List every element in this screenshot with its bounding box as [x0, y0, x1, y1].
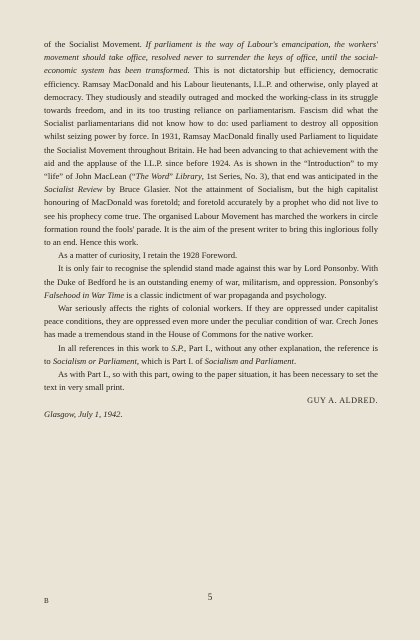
paragraph-1: of the Socialist Movement. If parliament is the way of Labour's emancipation, the workers' movement should take office, resolved never to surrender the keys of office, until the social-economic system has been transformed. This is not dictatorship but efficiency, democratic efficiency. Ramsay MacDonald and his Labour lieutenants, I.L.P. and otherwise, only played at democracy. They studiously and steadily outraged and mocked the working-class in its struggle towards freedom, and in its too trusting reliance on parliamentarism. Fascism did what the Socialist parliamentarians did not know how to do: used parliament to destroy all opposition whilst seizing power by force. In 1931, Ramsay MacDonald finally used Parliament to liquidate the Socialist Movement throughout Britain. He had been advancing to that achievement with the aid and the applause of the I.L.P. since before 1924. As is shown in the “Introduction” to my “life” of John MacLean (“The Word” Library, 1st Series, No. 3), that end was anticipated in the Socialist Review by Bruce Glasier. Not the attainment of Socialism, but the high capitalist honouring of MacDonald was foretold; and foretold accurately by a prophet who did not live to see his prophecy come true. The organised Labour Movement has marched the workers in circle formation round the fools' parade. It is the aim of the present writer to bring this inglorious folly to an end. Hence this work. [44, 39, 378, 248]
title-socialism-and-parliament: Socialism and Parliament [204, 355, 294, 366]
title-the-word: The Word [135, 171, 170, 182]
title-socialism-or-parliament: Socialism or Parliament [52, 355, 137, 366]
page-number: 5 [207, 592, 213, 602]
paragraph-5: In all references in this work to S.P., Part I., without any other explanation, the reference is to Socialism or Parliament, which is Part I. of Socialism and Parliament. [44, 342, 378, 366]
title-falsehood-in-war-time: Falsehood in War Time [44, 289, 125, 300]
paragraph-6: As with Part I., so with this part, owing to the paper situation, it has been necessary to set the text in very small print. [44, 369, 378, 393]
title-library: Library [175, 171, 202, 182]
paragraph-2: As a matter of curiosity, I retain the 1928 Foreword. [58, 250, 238, 261]
paragraph-3: It is only fair to recognise the splendid stand made against this war by Lord Ponsonby. With the Duke of Bedford he is an outstanding enemy of war, militarism, and oppression. Ponsonby's Falsehood in War Time is a classic indictment of war propaganda and psychology. [44, 263, 378, 300]
abbrev-sp: S.P. [171, 342, 184, 353]
dateline: Glasgow, July 1, 1942. [44, 408, 123, 419]
signature-mark: B [44, 597, 49, 605]
author-signature: GUY A. ALDRED. [307, 396, 378, 406]
emphasis-parliament: If parliament is the way of Labour's emancipation, the workers' movement should take office, resolved never to surrender the keys of office, until the social-economic system has been transformed. [44, 39, 378, 76]
title-socialist-review: Socialist Review [44, 184, 103, 195]
paragraph-4: War seriously affects the rights of colonial workers. If they are oppressed under capitalist peace conditions, they are oppressed even more under the peculiar condition of war. Crech Jones has made a tremendous stand in the House of Commons for the native worker. [44, 303, 378, 340]
body-text [44, 38, 378, 421]
